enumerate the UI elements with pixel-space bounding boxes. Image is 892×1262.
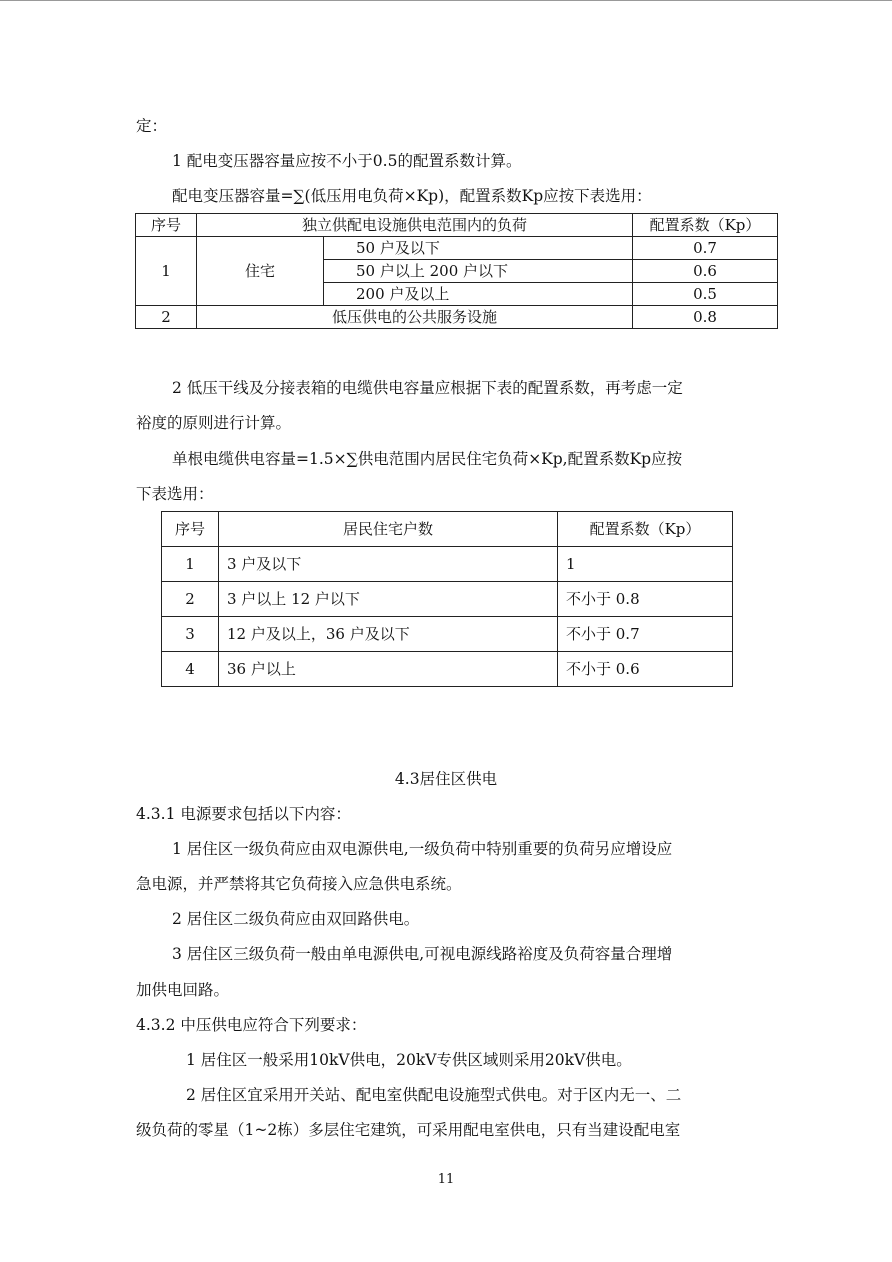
table1-row1-range: 50 户及以下 <box>324 237 633 260</box>
clause-item-2-cont: 裕度的原则进行计算。 <box>136 414 292 432</box>
table1-row1-kp: 0.5 <box>633 283 778 306</box>
formula-transformer-capacity: 配电变压器容量=∑(低压用电负荷×Kp)，配置系数Kp应按下表选用： <box>172 187 652 205</box>
clause-4-3-1-item-1: 1 居住区一级负荷应由双电源供电,一级负荷中特别重要的负荷另应增设应 <box>172 840 673 858</box>
table1-header-no: 序号 <box>136 214 197 237</box>
formula-cable-capacity: 单根电缆供电容量=1.5×∑供电范围内居民住宅负荷×Kp,配置系数Kp应按 <box>172 450 683 468</box>
table2-cell-kp: 不小于 0.8 <box>558 582 733 617</box>
table1-row1-range: 50 户以上 200 户以下 <box>324 260 633 283</box>
table1-row1-kp: 0.6 <box>633 260 778 283</box>
table1-row1-range: 200 户及以上 <box>324 283 633 306</box>
clause-item-1: 1 配电变压器容量应按不小于0.5的配置系数计算。 <box>172 152 522 170</box>
table2-cell-no: 2 <box>162 582 219 617</box>
clause-4-3-1-item-1-cont: 急电源，并严禁将其它负荷接入应急供电系统。 <box>136 875 462 893</box>
table2-cell-households: 12 户及以上，36 户及以下 <box>219 617 558 652</box>
table2-cell-kp: 1 <box>558 547 733 582</box>
table2-cell-households: 3 户以上 12 户以下 <box>219 582 558 617</box>
table2-cell-kp: 不小于 0.7 <box>558 617 733 652</box>
table2-cell-no: 3 <box>162 617 219 652</box>
table1-row2-kp: 0.8 <box>633 306 778 329</box>
clause-4-3-1: 4.3.1 电源要求包括以下内容： <box>136 805 351 823</box>
page-top-border <box>0 0 892 1</box>
table1-row1-no: 1 <box>136 237 197 306</box>
continuation-text: 定： <box>136 117 168 135</box>
table-row <box>162 547 733 582</box>
table1-row2-category: 低压供电的公共服务设施 <box>197 306 633 329</box>
clause-4-3-1-item-2: 2 居住区二级负荷应由双回路供电。 <box>172 910 420 928</box>
table2-cell-households: 36 户以上 <box>219 652 558 687</box>
table2-cell-kp: 不小于 0.6 <box>558 652 733 687</box>
table2-header-no: 序号 <box>162 512 219 547</box>
page-number: 11 <box>437 1172 455 1187</box>
table-row <box>162 652 733 687</box>
clause-4-3-2-item-2: 2 居住区宜采用开关站、配电室供配电设施型式供电。对于区内无一、二 <box>186 1086 682 1104</box>
table-transformer-kp <box>135 213 778 329</box>
clause-4-3-2-item-2-cont: 级负荷的零星（1~2栋）多层住宅建筑，可采用配电室供电，只有当建设配电室 <box>136 1121 681 1139</box>
table1-row1-kp: 0.7 <box>633 237 778 260</box>
clause-item-2: 2 低压干线及分接表箱的电缆供电容量应根据下表的配置系数，再考虑一定 <box>172 379 683 397</box>
table1-row2-no: 2 <box>136 306 197 329</box>
clause-4-3-1-item-3-cont: 加供电回路。 <box>136 981 230 999</box>
formula-cable-capacity-cont: 下表选用： <box>136 485 214 503</box>
table-row <box>162 617 733 652</box>
table2-header-kp: 配置系数（Kp） <box>558 512 733 547</box>
table2-cell-no: 4 <box>162 652 219 687</box>
table-cable-kp <box>161 511 733 687</box>
table2-cell-households: 3 户及以下 <box>219 547 558 582</box>
table1-row1-category: 住宅 <box>197 237 324 306</box>
section-heading: 4.3居住区供电 <box>394 770 498 788</box>
table1-header-kp: 配置系数（Kp） <box>633 214 778 237</box>
clause-4-3-2-item-1: 1 居住区一般采用10kV供电，20kV专供区域则采用20kV供电。 <box>186 1051 632 1069</box>
table2-header-households: 居民住宅户数 <box>219 512 558 547</box>
table2-cell-no: 1 <box>162 547 219 582</box>
clause-4-3-2: 4.3.2 中压供电应符合下列要求： <box>136 1016 367 1034</box>
clause-4-3-1-item-3: 3 居住区三级负荷一般由单电源供电,可视电源线路裕度及负荷容量合理增 <box>172 945 673 963</box>
table-row <box>162 582 733 617</box>
table1-header-load: 独立供配电设施供电范围内的负荷 <box>197 214 633 237</box>
